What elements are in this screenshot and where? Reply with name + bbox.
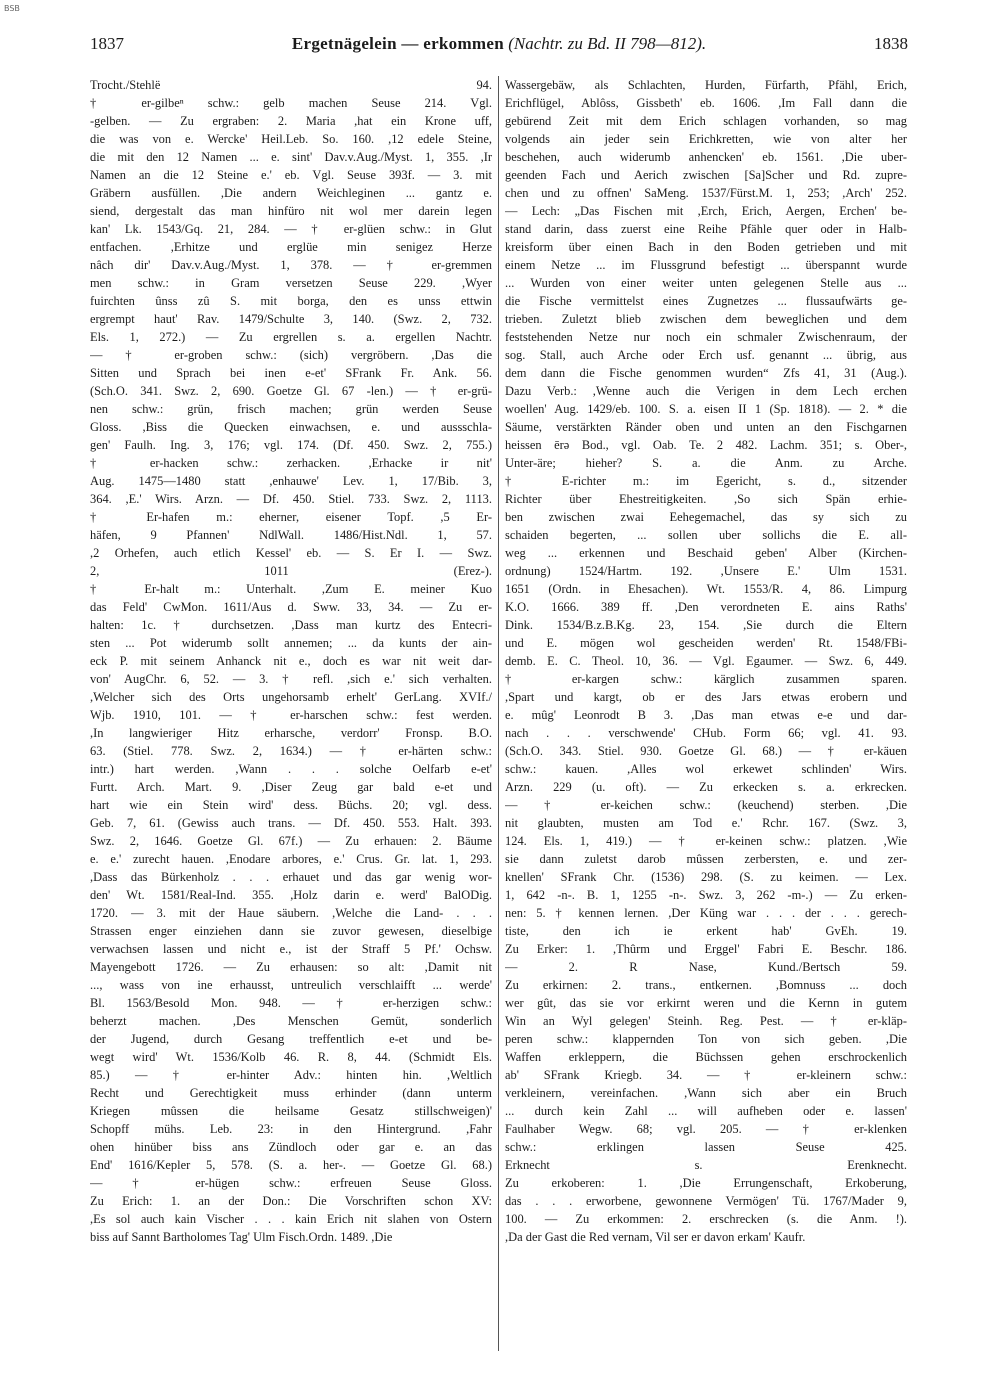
text-line: einem Netze ... im Flussgrund befestigt ... überspannt wurde	[505, 258, 907, 272]
text-line: Strassen enger einziehen dann sie zuvor gewesen, dieselbige	[90, 924, 492, 938]
text-line: Gräbern ausfüllen. ,Die andern Weichleginen ... gantz e.	[90, 186, 492, 200]
text-line: schaiden begerten, ... sollen uber sollichs die E. all-	[505, 528, 907, 542]
text-line: weg ... erkennen und Beschaid geben' Alber (Kirchen-	[505, 546, 907, 560]
text-line: ohen hinüber biss ans Zündloch oder gar e. an das	[90, 1140, 492, 1154]
text-line: gebürend Zeit mit dem Erich schlagen vorhanden, so mag	[505, 114, 907, 128]
text-line: heissen ērə Bod., vgl. Oab. Te. 2 482. Lachm. 351; s. Ober-,	[505, 438, 907, 452]
text-line: wer gût, das sie vor erkirnt weren und die Kernn in gutem	[505, 996, 907, 1010]
text-line: Mayengebott 1726. — Zu erhausen: so alt: ,Damit nit	[90, 960, 492, 974]
text-line: † er-gilbeⁿ schw.: gelb machen Seuse 214. Vgl.	[90, 96, 492, 110]
text-line: sog. Stall, auch Arche oder Erch usf. genannt ... übrig, aus	[505, 348, 907, 362]
text-line: Wjb. 1910, 101. — † er-harschen schw.: fest werden.	[90, 708, 492, 722]
text-line: knellen' SFrank Chr. (1536) 298. (S. zu keimen. — Lex.	[505, 870, 907, 884]
text-line: chen und zu offnen' SaMeng. 1537/Fürst.M. 1, 253; ,Arch' 252.	[505, 186, 907, 200]
text-line: e. mûg' Leonrodt B 3. ,Das man etwas e-e und dar-	[505, 708, 907, 722]
text-line: men schw.: in Gram versetzen Seuse 229. ,Wyer	[90, 276, 492, 290]
text-line: † er-hacken schw.: zerhacken. ,Erhacke ir nit'	[90, 456, 492, 470]
text-line: 100. — Zu erkommen: 2. erschrecken (s. die Anm. !).	[505, 1212, 907, 1226]
text-line: geenden Fach und Aerich zwischen [Sa]Scher und Rd. zupre-	[505, 168, 907, 182]
text-line: ben zwischen zwai Eehegemachel, das sy sich zu	[505, 510, 907, 524]
text-line: Wassergebäw, als Schlachten, Hurden, Fürfarth, Pfähl, Erich,	[505, 78, 907, 92]
text-line: Swz. 2, 1646. Goetze Gl. 67f.) — Zu erhauen: 2. Bäume	[90, 834, 492, 848]
text-line: End' 1616/Kepler 5, 578. (S. a. her-. — Goetze Gl. 68.)	[90, 1158, 492, 1172]
text-line: — † er-groben schw.: (sich) vergröbern. ,Das die	[90, 348, 492, 362]
text-line: ab' SFrank Kriegb. 34. — † er-kleinern schw.:	[505, 1068, 907, 1082]
text-line: 85.) — † er-hinter Adv.: hinten hin. ,Weltlich	[90, 1068, 492, 1082]
text-line: Recht und Gerechtigkeit muss erhinder (dann unterm	[90, 1086, 492, 1100]
text-line: Els. 1, 272.) — Zu ergrellen s. a. ergellen Nachtr.	[90, 330, 492, 344]
text-line: und E. mögen wol gescheiden werden' Rt. 1548/FBi-	[505, 636, 907, 650]
text-line: — 2. R Nase, Kund./Bertsch 59.	[505, 960, 907, 974]
text-line: ... Wurden von einer weiter unten gelegenen Stelle aus ...	[505, 276, 907, 290]
text-line: intr.) hart werden. ,Wann . . . solche Oelfarb e-et'	[90, 762, 492, 776]
text-line: — Lech: „Das Fischen mit ,Erch, Erich, Aergen, Erchen' be-	[505, 204, 907, 218]
text-line: ,Welcher sich des Orts ungehorsamb erhelt' GerLang. XVIf./	[90, 690, 492, 704]
text-line: von' AugChr. 6, 52. — 3. † refl. ,sich e.' sich verhalten.	[90, 672, 492, 686]
text-line: Zu Erich: 1. an der Don.: Die Vorschriften schon XV:	[90, 1194, 492, 1208]
text-line: † er-kargen schw.: kärglich zusammen sparen.	[505, 672, 907, 686]
text-line: fuirchten ûnss zû S. mit borga, den es unss ettwin	[90, 294, 492, 308]
text-line: Aug. 1475—1480 statt ,enhauwe' Lev. 1, 17/Bib. 3,	[90, 474, 492, 488]
text-line: Gloss. ,Biss die Quecken einwachsen, e. und aussschla-	[90, 420, 492, 434]
text-line: † Er-halt m.: Unterhalt. ,Zum E. meiner Kuo	[90, 582, 492, 596]
page-header	[90, 34, 908, 58]
text-line: 2, 1011 (Erez-).	[90, 564, 492, 578]
text-line: Win an Wyl gelegen' Steinh. Reg. Pest. — † er-kläp-	[505, 1014, 907, 1028]
text-line: e. e.' zurecht hauen. ,Enodare arbores, e.' Crus. Gr. lat. 1, 293.	[90, 852, 492, 866]
text-line: demb. E. C. Theol. 10, 36. — Vgl. Egaumer. — Swz. 6, 449.	[505, 654, 907, 668]
left-text-column	[90, 76, 492, 1246]
text-line: nit glaubten, musten am Tod e.' Rchr. 167. (Swz. 3,	[505, 816, 907, 830]
text-line: volgends ain jeder sein Erichkretten, wie von alter her	[505, 132, 907, 146]
text-line: sie dann zuletst darob mûssen zerbersten, e. und zer-	[505, 852, 907, 866]
text-line: Namen an die 12 Steine e.' eb. Vgl. Seuse 393f. — 3. mit	[90, 168, 492, 182]
text-line: Faulhaber Wegw. 68; vgl. 205. — † er-klenken	[505, 1122, 907, 1136]
text-line: 1651 (Ordn. in Ehesachen). Wt. 1553/R. 4, 86. Limpurg	[505, 582, 907, 596]
column-number-left: 1837	[90, 34, 124, 53]
text-line: nach . . . verschwende' CHub. Form 66; vgl. 41. 93.	[505, 726, 907, 740]
text-line: gen' Faulh. Ing. 3, 176; vgl. 174. (Df. 450. Swz. 2, 755.)	[90, 438, 492, 452]
running-title-headwords: Ergetnägelein — erkommen	[291, 34, 504, 53]
text-line: nâch dir' Dav.v.Aug./Myst. 1, 378. — † er-gremmen	[90, 258, 492, 272]
text-line: die mit den 12 Namen ... e. sint' Dav.v.Aug./Myst. 1, 355. ,Ir	[90, 150, 492, 164]
text-line: Richter über Ehestreitigkeiten. ,So sich Spän erhie-	[505, 492, 907, 506]
text-line: K.O. 1666. 389 ff. ,Den verordneten E. ains Raths'	[505, 600, 907, 614]
library-stamp: BSB	[4, 4, 20, 13]
text-line: entfachen. ,Erhitze und erglüe min senigez Herze	[90, 240, 492, 254]
running-title-reference: (Nachtr. zu Bd. II 798—812).	[508, 34, 707, 53]
text-line: eck P. mit seinem Anhanck nit e., doch es war nit weit dar-	[90, 654, 492, 668]
column-divider	[498, 76, 499, 1351]
text-line: (Sch.O. 341. Swz. 2, 690. Goetze Gl. 67 -len.) — † er-grü-	[90, 384, 492, 398]
text-line: das Feld' CwMon. 1611/Aus d. Sww. 33, 34. — Zu er-	[90, 600, 492, 614]
text-line: die was von e. Wercke' Heil.Leb. So. 160. ,12 edele Steine,	[90, 132, 492, 146]
text-line: ,Da der Gast die Red vernam, Vil ser er davon erkam' Kaufr.	[505, 1230, 806, 1244]
text-line: hart wie ein Stein wird' dess. Büchs. 20; vgl. dess.	[90, 798, 492, 812]
text-line: Zu erkirnen: 2. trans., entkernen. ,Bomnuss ... doch	[505, 978, 907, 992]
text-line: Waffen erkleppern, die Büchssen gehen erschrockenlich	[505, 1050, 907, 1064]
text-line: siend, dergestalt das man hinfüro nit wol mer darein legen	[90, 204, 492, 218]
text-line: sten ... Pot widerumb sollt annemen; ... da kunts der ain-	[90, 636, 492, 650]
text-line: 1, 642 -n-. B. 1, 1255 -n-. Swz. 3, 262 -m-.) — Zu erken-	[505, 888, 907, 902]
text-line: Dink. 1534/B.z.B.Kg. 23, 154. ,Sie durch die Eltern	[505, 618, 907, 632]
right-text-column	[505, 76, 907, 1246]
text-line: † Er-hafen m.: eherner, eisener Topf. ,5 Er-	[90, 510, 492, 524]
text-line: Schopff mühs. Leb. 23: in den Hintergrund. ,Fahr	[90, 1122, 492, 1136]
text-line: -gelben. — Zu ergraben: 2. Maria ,hat ein Krone uff,	[90, 114, 492, 128]
text-line: Dazu Verb.: ,Wenne auch die Verigen in dem Lech erchen	[505, 384, 907, 398]
text-line: ,Dass das Bürkenholz . . . erhauet und das gar wenig wor-	[90, 870, 492, 884]
text-line: ergrempt haut' Rav. 1479/Schulte 3, 140. (Swz. 2, 732.	[90, 312, 492, 326]
text-line: kreisform über einen Bach in den Boden getrieben und mit	[505, 240, 907, 254]
text-line: Unter-äre; hieher? S. a. die Anm. zu Arche.	[505, 456, 907, 470]
text-line: trieben. Zuletzt blieb zwischen dem beweglichen und dem	[505, 312, 907, 326]
text-line: Geb. 7, 61. (Gewiss auch trans. — Df. 450. 553. Halt. 393.	[90, 816, 492, 830]
text-line: Erichflügel, Ablôss, Gissbeth' eb. 1606. ,Im Fall dann die	[505, 96, 907, 110]
text-line: Arzn. 229 (u. oft). — Zu erkecken s. a. erkrecken.	[505, 780, 907, 794]
text-line: Kriegen mûssen die heilsame Gesatz stillschweigen)'	[90, 1104, 492, 1118]
text-line: kan' Lk. 1543/Gq. 21, 284. — † er-glüen schw.: in Glut	[90, 222, 492, 236]
text-line: biss auf Sannt Bartholomes Tag' Ulm Fisch.Ordn. 1489. ,Die	[90, 1230, 393, 1244]
text-line: tiste, den ich ie erkent hab' GvEh. 19.	[505, 924, 907, 938]
text-line: Trocht./Stehlë 94.	[90, 78, 492, 92]
text-line: dem dann die Fische genommen wurden“ Zfs 41, 31 (Aug.).	[505, 366, 907, 380]
text-line: Zu erkoberen: 1. ,Die Errungenschaft, Erkoberung,	[505, 1176, 907, 1190]
column-number-right: 1838	[874, 34, 908, 53]
text-line: ..., wass von ine erhausst, untreulich verschlaifft ... werde'	[90, 978, 492, 992]
text-line: Furtt. Arch. Mart. 9. ,Diser Zeug gar bald e-et und	[90, 780, 492, 794]
text-line: 124. Els. 1, 419.) — † er-keinen schw.: platzen. ,Wie	[505, 834, 907, 848]
text-line: halten: 1c. † durchsetzen. ,Dass man kurtz des Entecri-	[90, 618, 492, 632]
text-line: stand darin, dass zuerst eine Reihe Pfähle quer oder in Halb-	[505, 222, 907, 236]
text-line: verkleinern, vereinfachen. ,Wann sich aber ein Bruch	[505, 1086, 907, 1100]
text-line: † E-richter m.: im Egericht, s. d., sitzender	[505, 474, 907, 488]
text-line: ,Spart und kargt, ob er des Jars etwas erobern und	[505, 690, 907, 704]
text-line: — † er-keichen schw.: (keuchend) sterben. ,Die	[505, 798, 907, 812]
text-line: 63. (Stiel. 778. Swz. 2, 1634.) — † er-härten schw.:	[90, 744, 492, 758]
text-line: ,In langwieriger Hitz erharsche, verdorr' Fronsp. B.O.	[90, 726, 492, 740]
text-line: schw.: erklingen lassen Seuse 425.	[505, 1140, 907, 1154]
text-line: beherzt machen. ,Des Menschen Gemüt, sonderlich	[90, 1014, 492, 1028]
text-line: verwachsen lassen und nicht e., ist der Straff 5 Pf.' Ochsw.	[90, 942, 492, 956]
text-line: wegt wird' Wt. 1536/Kolb 46. R. 8, 44. (Schmidt Els.	[90, 1050, 492, 1064]
text-line: woellen' Aug. 1429/eb. 100. S. a. eisen II 1 (Sp. 1818). — 2. * die	[505, 402, 907, 416]
text-line: der Jugend, durch Gesang treffentlich e-et und be-	[90, 1032, 492, 1046]
text-line: Säume, verstärkten Ränder oben und unten an den Fischgarnen	[505, 420, 907, 434]
running-title	[90, 34, 908, 54]
text-line: 1720. — 3. mit der Haue säubern. ,Welche die Land- . . .	[90, 906, 492, 920]
text-line: ,2 Orhefen, auch etlich Kessel' eb. — S. Er I. — Swz.	[90, 546, 492, 560]
text-line: feststehenden Netze nur noch ein schmaler Zwischenraum, der	[505, 330, 907, 344]
text-line: Sitten und Sprach bei inen e-et' SFrank Fr. Ank. 56.	[90, 366, 492, 380]
text-line: ,Es sol auch kain Vischer . . . kain Erich nit slahen von Ostern	[90, 1212, 492, 1226]
text-line: Bl. 1563/Besold Mon. 948. — † er-herzigen schw.:	[90, 996, 492, 1010]
text-line: Zu Erker: 1. ,Thûrm und Erggel' Fabri E. Beschr. 186.	[505, 942, 907, 956]
text-line: (Sch.O. 343. Stiel. 930. Goetze Gl. 68.) — † er-käuen	[505, 744, 907, 758]
text-line: häfen, 9 Pfannen' NdlWall. 1486/Hist.Ndl. 1, 57.	[90, 528, 492, 542]
text-line: nen schw.: grün, frisch machen; grün werden Seuse	[90, 402, 492, 416]
text-line: — † er-hügen schw.: erfreuen Seuse Gloss.	[90, 1176, 492, 1190]
text-line: schw.: kauen. ,Alles wol erkewet schlinden' Wirs.	[505, 762, 907, 776]
text-line: den' Wt. 1581/Real-Ind. 355. ,Holz darin e. werd' BalODig.	[90, 888, 492, 902]
text-line: nen: 5. † kennen lernen. ,Der Küng war . . . der . . . gerech-	[505, 906, 907, 920]
text-line: ordnung) 1524/Hartm. 192. ,Unsere E.' Ulm 1531.	[505, 564, 907, 578]
text-line: 364. ,E.' Wirs. Arzn. — Df. 450. Stiel. 733. Swz. 2, 1113.	[90, 492, 492, 506]
text-line: beschehen, auch widerumb anhencken' eb. 1561. ,Die uber-	[505, 150, 907, 164]
text-line: die Fische vermittelst eines Zugnetzes ... flussaufwärts ge-	[505, 294, 907, 308]
text-line: das . . . erworbene, gewonnene Vermögen' Tü. 1767/Mader 9,	[505, 1194, 907, 1208]
text-line: peren schw.: klappernden Ton von sich geben. ,Die	[505, 1032, 907, 1046]
text-line: Erknecht s. Erenknecht.	[505, 1158, 907, 1172]
text-line: ... durch kein Zahl ... will aufheben oder e. lassen'	[505, 1104, 907, 1118]
